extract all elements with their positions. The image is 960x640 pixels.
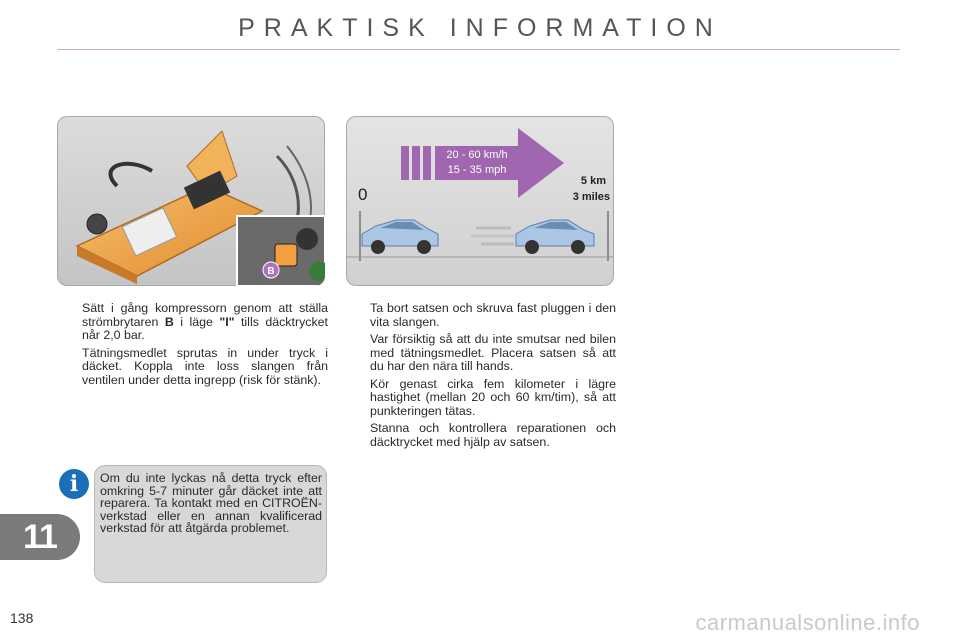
car-start bbox=[362, 220, 438, 254]
start-marker-label: 0 bbox=[358, 185, 368, 204]
left-instructions bbox=[62, 302, 328, 391]
gauge bbox=[87, 214, 107, 234]
instruction-note: Tätningsmedlet sprutas in under tryck i däcket. Koppla inte loss slangen från ventilen under detta ingrepp (risk för stänk). bbox=[82, 345, 328, 387]
info-icon: i bbox=[59, 469, 89, 499]
instruction-text: tills däcktrycket når 2,0 bar. bbox=[82, 314, 328, 342]
chapter-tab: 11 bbox=[0, 514, 80, 560]
repair-kit-drawing bbox=[57, 116, 325, 286]
repair-kit-illustration bbox=[57, 116, 325, 286]
arrow-stripe-1 bbox=[401, 146, 409, 180]
speed-mph-label: 15 - 35 mph bbox=[447, 164, 507, 176]
info-text: Om du inte lyckas nå detta tryck efter omkring 5-7 minuter går däcket inte att reparera. Ta kontakt med en CITROËN-verkstad eller en annan kvalificerad verkstad för att åtgärda problemet. bbox=[100, 471, 322, 536]
instruction-start-compressor bbox=[62, 302, 328, 343]
instruction-text: i läge bbox=[173, 314, 220, 329]
instruction-text: Sätt i gång kompressorn genom att ställa strömbrytaren bbox=[82, 301, 328, 329]
motion-lines bbox=[471, 228, 514, 244]
title-divider bbox=[58, 49, 900, 50]
instruction-drive bbox=[350, 378, 616, 419]
distance-km-label: 5 km bbox=[580, 175, 606, 187]
car-moving bbox=[516, 220, 594, 254]
page-title: PRAKTISK INFORMATION bbox=[238, 14, 722, 42]
power-switch bbox=[275, 244, 297, 266]
speed-arrow bbox=[435, 128, 564, 198]
switch-reference: B bbox=[164, 314, 174, 329]
switch-letter: B bbox=[267, 266, 275, 277]
distance-miles-label: 3 miles bbox=[572, 191, 610, 203]
instruction-check bbox=[350, 422, 616, 449]
strap bbox=[110, 164, 152, 186]
instruction-text: Stanna och kontrollera reparationen och däcktrycket med hjälp av satsen. bbox=[370, 421, 616, 449]
right-instructions bbox=[350, 302, 616, 453]
instruction-remove-kit bbox=[350, 302, 616, 329]
page-number: 138 bbox=[10, 610, 34, 626]
arrow-stripe-2 bbox=[412, 146, 420, 180]
switch-position: "I" bbox=[219, 314, 235, 329]
instruction-note: Var försiktig så att du inte smutsar ned bilen med tätningsmedlet. Placera satsen så att du har den nära till hands. bbox=[370, 332, 616, 373]
arrow-stripe-3 bbox=[423, 146, 431, 180]
speed-distance-drawing bbox=[346, 116, 614, 286]
watermark: carmanualsonline.info bbox=[695, 610, 920, 635]
speed-kmh-label: 20 - 60 km/h bbox=[446, 149, 508, 161]
instruction-text: Ta bort satsen och skruva fast pluggen i den vita slangen. bbox=[370, 301, 616, 329]
inset-dial bbox=[296, 228, 318, 250]
instruction-text: Kör genast cirka fem kilometer i lägre hastighet (mellan 20 och 60 km/tim), så att punkteringen tätas. bbox=[370, 376, 616, 418]
speed-distance-illustration bbox=[346, 116, 614, 286]
